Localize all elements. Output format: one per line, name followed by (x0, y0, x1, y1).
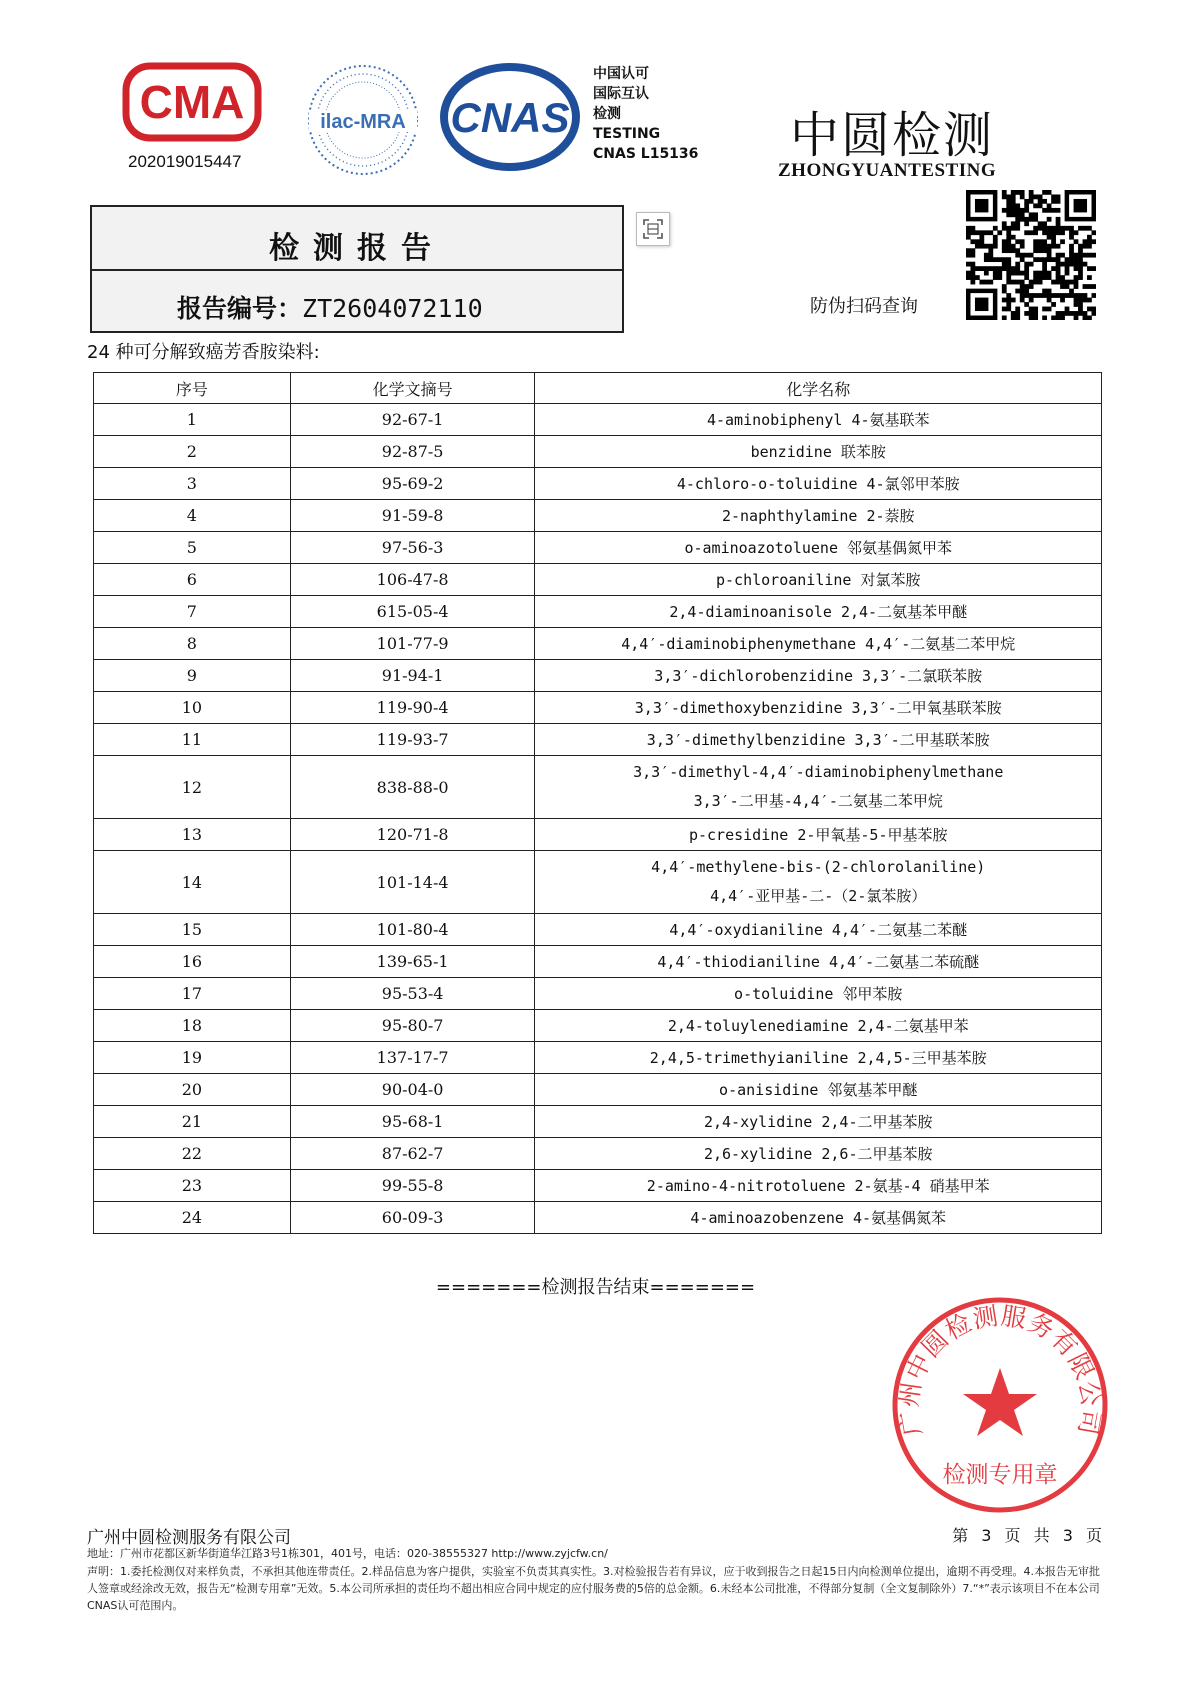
table-body (94, 404, 1102, 1234)
chemical-name-line: 2,4-diaminoanisole 2,4-二氨基苯甲醚 (669, 602, 968, 621)
cell-chemical-name (535, 436, 1102, 468)
chemical-name-line: p-cresidine 2-甲氧基-5-甲基苯胺 (688, 825, 948, 844)
cell-chemical-name (535, 1170, 1102, 1202)
cma-logo (122, 62, 262, 142)
cell-cas: 99-55-8 (290, 1170, 535, 1202)
scan-icon[interactable] (636, 212, 670, 246)
table-row (94, 500, 1102, 532)
cell-chemical-name (535, 724, 1102, 756)
chemical-name-line: 3,3′-dimethoxybenzidine 3,3′-二甲氧基联苯胺 (634, 698, 1002, 717)
official-seal-stamp (885, 1290, 1115, 1520)
cell-chemical-name (535, 1042, 1102, 1074)
table-row (94, 1170, 1102, 1202)
cell-no: 9 (94, 660, 291, 692)
cell-cas: 60-09-3 (290, 1202, 535, 1234)
chemical-name-line: p-chloroaniline 对氯苯胺 (715, 570, 921, 589)
table-row (94, 914, 1102, 946)
chemical-name-line: 3,3′-dimethylbenzidine 3,3′-二甲基联苯胺 (646, 730, 990, 749)
cell-no: 10 (94, 692, 291, 724)
cnas-text-line: 检测 (593, 106, 621, 122)
cell-chemical-name (535, 978, 1102, 1010)
table-row (94, 436, 1102, 468)
table-row (94, 1074, 1102, 1106)
cell-no: 17 (94, 978, 291, 1010)
table-row (94, 978, 1102, 1010)
cell-chemical-name (535, 756, 1102, 819)
cell-cas: 90-04-0 (290, 1074, 535, 1106)
table-row (94, 660, 1102, 692)
chemical-name-line: 4-aminoazobenzene 4-氨基偶氮苯 (690, 1208, 947, 1227)
chemical-name-line: 4,4′-thiodianiline 4,4′-二氨基二苯硫醚 (657, 952, 980, 971)
cell-no: 24 (94, 1202, 291, 1234)
qr-code (966, 190, 1096, 320)
chemical-name-line: 2,6-xylidine 2,6-二甲基苯胺 (703, 1144, 933, 1163)
cell-no: 5 (94, 532, 291, 564)
cell-cas: 92-67-1 (290, 404, 535, 436)
cell-chemical-name (535, 628, 1102, 660)
chemical-name-line: 4-aminobiphenyl 4-氨基联苯 (706, 410, 930, 429)
chemical-name-line: 3,3′-二甲基-4,4′-二氨基二苯甲烷 (693, 792, 943, 810)
table-row (94, 946, 1102, 978)
cell-cas: 91-59-8 (290, 500, 535, 532)
cell-cas: 95-80-7 (290, 1010, 535, 1042)
cell-cas: 95-53-4 (290, 978, 535, 1010)
table-row (94, 564, 1102, 596)
cell-no: 18 (94, 1010, 291, 1042)
report-title-box (90, 205, 624, 333)
cell-no: 11 (94, 724, 291, 756)
cell-cas: 120-71-8 (290, 819, 535, 851)
chemical-name-line: 3,3′-dimethyl-4,4′-diaminobiphenylmethane (633, 763, 1004, 781)
report-number-value: ZT2604072110 (302, 294, 483, 323)
cell-no: 12 (94, 756, 291, 819)
chemical-name-line: 4,4′-亚甲基-二-（2-氯苯胺） (710, 887, 927, 905)
report-number-row (177, 289, 483, 325)
amine-dye-table (93, 372, 1102, 1234)
footer-disclaimer: 声明：1.委托检测仅对来样负责，不承担其他连带责任。2.样品信息为客户提供，实验室不负责其真实性。3.对检验报告若有异议，应于收到报告之日起15日内向检测单位提出，逾期不再受理。4.本报告无审批人签章或经涂改无效，报告无“检测专用章”无效。5.本公司所承担的责任均不超出相应合同中规定的应付服务费的5倍的总金额。6.未经本公司批准，不得部分复制（全文复制除外）7.“*”表示该项目不在本公司CNAS认可范围内。 (87, 1565, 1100, 1612)
cell-no: 3 (94, 468, 291, 500)
cell-cas: 95-68-1 (290, 1106, 535, 1138)
cell-no: 20 (94, 1074, 291, 1106)
cell-cas: 101-77-9 (290, 628, 535, 660)
table-row (94, 1042, 1102, 1074)
cnas-text-line: 国际互认 (593, 86, 649, 102)
cell-cas: 97-56-3 (290, 532, 535, 564)
cell-chemical-name (535, 914, 1102, 946)
chemical-name-line: 2,4-xylidine 2,4-二甲基苯胺 (703, 1112, 933, 1131)
cell-cas: 615-05-4 (290, 596, 535, 628)
chemical-name-line: 4-chloro-o-toluidine 4-氯邻甲苯胺 (676, 474, 960, 493)
table-row (94, 404, 1102, 436)
qr-caption: 防伪扫码查询 (810, 296, 918, 317)
footer-address: 地址：广州市花都区新华街道华江路3号1栋301，401号，电话：020-38555327 http://www.zyjcfw.cn/ (87, 1547, 608, 1560)
cell-cas: 106-47-8 (290, 564, 535, 596)
cell-no: 1 (94, 404, 291, 436)
cell-cas: 137-17-7 (290, 1042, 535, 1074)
chemical-name-line: 2,4,5-trimethyianiline 2,4,5-三甲基苯胺 (649, 1048, 987, 1067)
cell-chemical-name (535, 468, 1102, 500)
table-row (94, 692, 1102, 724)
table-row (94, 851, 1102, 914)
report-title: 检测报告 (269, 231, 445, 266)
table-row (94, 468, 1102, 500)
column-header-no: 序号 (94, 373, 291, 404)
table-row (94, 628, 1102, 660)
table-row (94, 756, 1102, 819)
chemical-name-line: o-toluidine 邻甲苯胺 (734, 984, 903, 1003)
cell-chemical-name (535, 596, 1102, 628)
cell-cas: 101-14-4 (290, 851, 535, 914)
cell-chemical-name (535, 692, 1102, 724)
cell-cas: 119-90-4 (290, 692, 535, 724)
cell-chemical-name (535, 946, 1102, 978)
cell-chemical-name (535, 1010, 1102, 1042)
cell-cas: 87-62-7 (290, 1138, 535, 1170)
cell-cas: 91-94-1 (290, 660, 535, 692)
table-header-row (94, 373, 1102, 404)
cnas-logo-text: CNAS (450, 94, 570, 141)
cell-no: 13 (94, 819, 291, 851)
cell-cas: 101-80-4 (290, 914, 535, 946)
chemical-name-line: 3,3′-dichlorobenzidine 3,3′-二氯联苯胺 (654, 666, 983, 685)
stamp-subtext: 检测专用章 (942, 1462, 1058, 1488)
table-row (94, 1106, 1102, 1138)
section-title: 24 种可分解致癌芳香胺染料: (87, 342, 320, 363)
cnas-accreditation-text (593, 64, 698, 164)
cma-logo-text: CMA (139, 76, 245, 128)
cma-number: 202019015447 (128, 152, 242, 171)
chemical-name-line: 2,4-toluylenediamine 2,4-二氨基甲苯 (667, 1016, 969, 1035)
ilac-logo-text: ilac-MRA (320, 111, 406, 133)
cell-chemical-name (535, 851, 1102, 914)
table-row (94, 1010, 1102, 1042)
chemical-name-line: 4,4′-methylene-bis-(2-chlorolaniline) (651, 858, 986, 876)
cell-cas: 838-88-0 (290, 756, 535, 819)
report-end-line: =======检测报告结束======= (435, 1277, 756, 1298)
cell-no: 8 (94, 628, 291, 660)
cell-cas: 139-65-1 (290, 946, 535, 978)
column-header-name: 化学名称 (535, 373, 1102, 404)
brand-name-chinese: 中圆检测 (790, 107, 995, 164)
cell-cas: 92-87-5 (290, 436, 535, 468)
chemical-name-line: benzidine 联苯胺 (750, 442, 886, 461)
cell-chemical-name (535, 532, 1102, 564)
cell-chemical-name (535, 564, 1102, 596)
chemical-name-line: 4,4′-oxydianiline 4,4′-二氨基二苯醚 (669, 920, 968, 939)
cell-no: 15 (94, 914, 291, 946)
chemical-name-line: o-aminoazotoluene 邻氨基偶氮甲苯 (684, 538, 953, 557)
cnas-logo (440, 62, 580, 172)
cell-chemical-name (535, 660, 1102, 692)
cell-chemical-name (535, 1106, 1102, 1138)
ilac-mra-logo (303, 60, 423, 180)
chemical-name-line: o-anisidine 邻氨基苯甲醚 (719, 1080, 918, 1099)
cell-no: 22 (94, 1138, 291, 1170)
cell-cas: 119-93-7 (290, 724, 535, 756)
report-number-label: 报告编号： (177, 294, 303, 323)
cell-no: 14 (94, 851, 291, 914)
cnas-text-line: 中国认可 (593, 66, 649, 82)
cell-no: 21 (94, 1106, 291, 1138)
cell-chemical-name (535, 404, 1102, 436)
page-number: 第 3 页 共 3 页 (952, 1526, 1106, 1545)
chemical-name-line: 2-naphthylamine 2-萘胺 (721, 506, 915, 525)
cell-chemical-name (535, 500, 1102, 532)
stamp-arc-text: 广州中圆检测服务有限公司 (894, 1301, 1106, 1439)
cell-no: 6 (94, 564, 291, 596)
table-row (94, 532, 1102, 564)
cell-no: 23 (94, 1170, 291, 1202)
column-header-cas: 化学文摘号 (290, 373, 535, 404)
table-row (94, 819, 1102, 851)
cell-chemical-name (535, 819, 1102, 851)
cell-chemical-name (535, 1074, 1102, 1106)
table-row (94, 1138, 1102, 1170)
chemical-name-line: 4,4′-diaminobiphenymethane 4,4′-二氨基二苯甲烷 (621, 634, 1016, 653)
chemical-name-line: 2-amino-4-nitrotoluene 2-氨基-4 硝基甲苯 (646, 1176, 990, 1195)
brand-name-english: ZHONGYUANTESTING (778, 160, 997, 181)
cell-cas: 95-69-2 (290, 468, 535, 500)
cnas-text-line: TESTING (593, 126, 661, 142)
table-row (94, 724, 1102, 756)
cell-no: 4 (94, 500, 291, 532)
footer-company: 广州中圆检测服务有限公司 (87, 1528, 291, 1548)
cell-no: 16 (94, 946, 291, 978)
table-row (94, 596, 1102, 628)
cell-chemical-name (535, 1138, 1102, 1170)
table-row (94, 1202, 1102, 1234)
cell-no: 19 (94, 1042, 291, 1074)
cnas-text-line: CNAS L15136 (593, 146, 699, 162)
cell-chemical-name (535, 1202, 1102, 1234)
cell-no: 2 (94, 436, 291, 468)
cell-no: 7 (94, 596, 291, 628)
